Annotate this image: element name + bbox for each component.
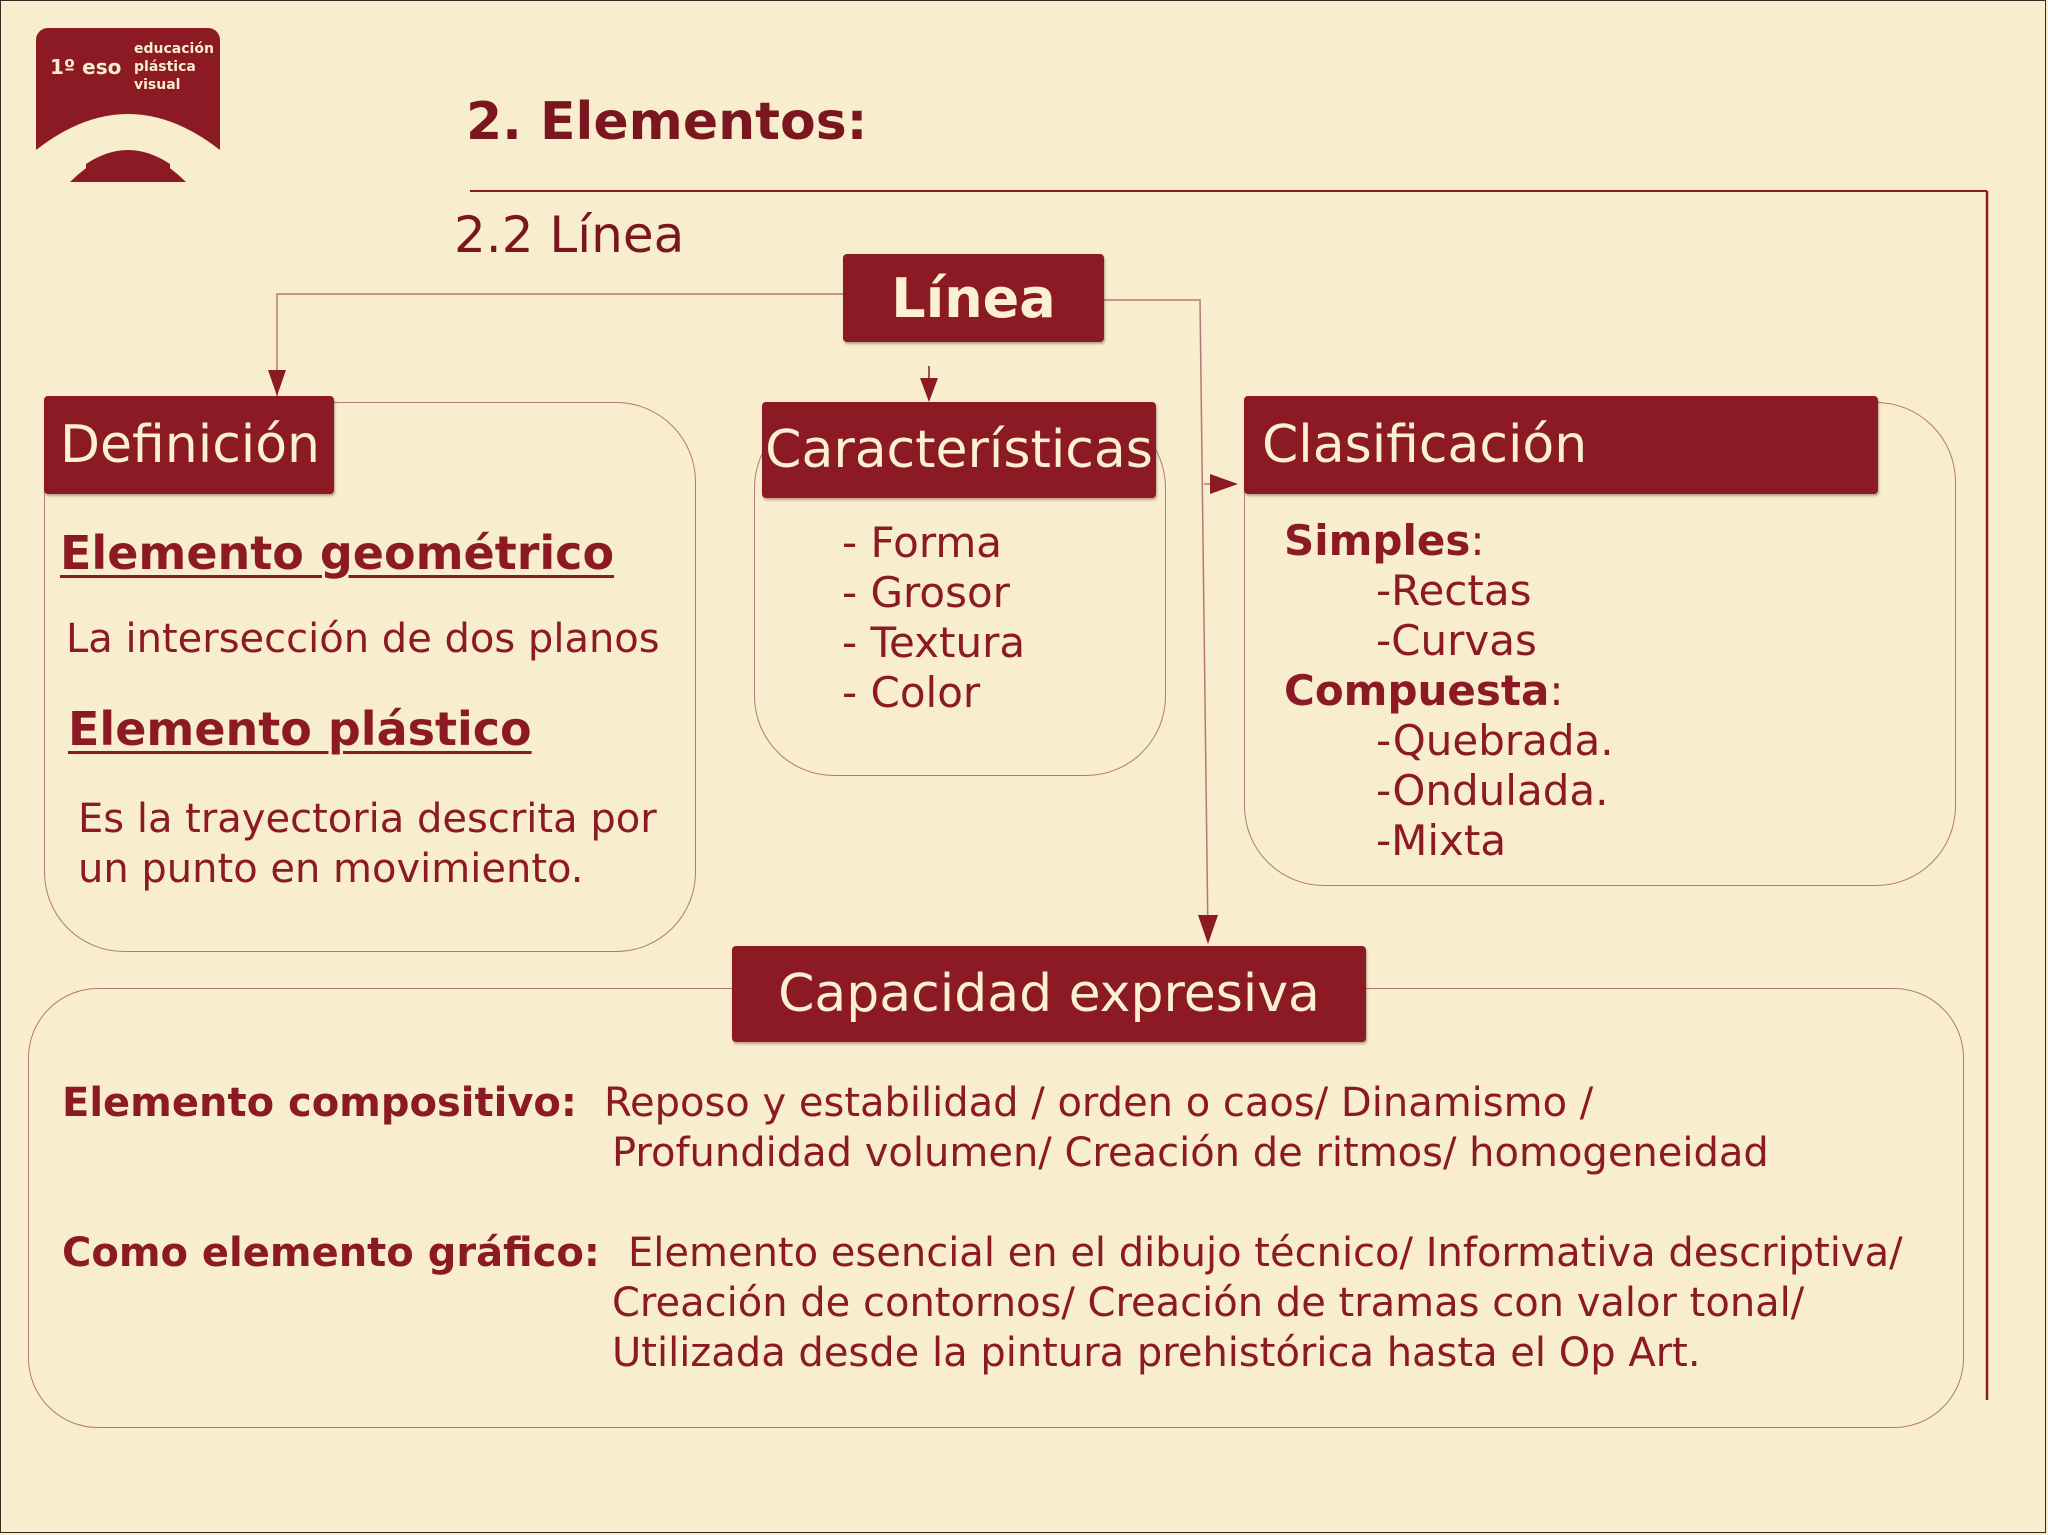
compositivo-label: Elemento compositivo: bbox=[62, 1080, 577, 1126]
compuesta-item: -Mixta bbox=[1376, 816, 1507, 865]
grafico-line: Creación de contornos/ Creación de tramas con valor tonal/ bbox=[612, 1280, 1805, 1326]
caracteristica-item: - Textura bbox=[842, 618, 1026, 667]
simples-item: -Curvas bbox=[1376, 616, 1537, 665]
compuesta-item: -Quebrada. bbox=[1376, 716, 1614, 765]
eso-logo bbox=[36, 28, 220, 182]
plastic-element-title: Elemento plástico bbox=[68, 702, 532, 756]
logo-line: educación bbox=[134, 41, 214, 57]
grafico-line: Utilizada desde la pintura prehistórica hasta el Op Art. bbox=[612, 1330, 1701, 1376]
plastic-element-text-line: Es la trayectoria descrita por bbox=[78, 796, 657, 842]
simples-label: Simples bbox=[1284, 516, 1471, 565]
caracteristicas-heading-box bbox=[762, 402, 1156, 498]
simples-row: Simples: bbox=[1284, 516, 1485, 565]
geometric-element-title: Elemento geométrico bbox=[60, 526, 615, 580]
clasificacion-heading-box bbox=[1244, 396, 1878, 494]
definicion-heading-box bbox=[44, 396, 334, 494]
logo-line: plástica bbox=[134, 59, 196, 75]
caracteristica-item: - Grosor bbox=[842, 568, 1010, 617]
caracteristica-item: - Forma bbox=[842, 518, 1003, 567]
capacidad-heading: Capacidad expresiva bbox=[778, 964, 1320, 1024]
caracteristica-item: - Color bbox=[842, 668, 981, 717]
root-node-linea bbox=[843, 254, 1104, 342]
plastic-element-text-line: un punto en movimiento. bbox=[78, 846, 584, 892]
compuesta-row: Compuesta: bbox=[1284, 666, 1564, 715]
grafico-line: Elemento esencial en el dibujo técnico/ Informativa descriptiva/ bbox=[628, 1230, 1903, 1276]
section-subtitle: 2.2 Línea bbox=[454, 206, 685, 264]
caracteristicas-heading: Características bbox=[765, 420, 1153, 480]
root-node-label: Línea bbox=[891, 266, 1056, 330]
page-title: 2. Elementos: bbox=[466, 92, 868, 152]
logo-line: visual bbox=[134, 77, 181, 93]
capacidad-heading-box bbox=[732, 946, 1366, 1042]
clasificacion-heading: Clasificación bbox=[1262, 415, 1588, 475]
compuesta-item: -Ondulada. bbox=[1376, 766, 1609, 815]
compositivo-line: Reposo y estabilidad / orden o caos/ Dinamismo / bbox=[604, 1080, 1594, 1126]
logo-arc-icon bbox=[36, 28, 220, 182]
compuesta-label: Compuesta bbox=[1284, 666, 1550, 715]
geometric-element-text: La intersección de dos planos bbox=[66, 616, 660, 662]
compositivo-line: Profundidad volumen/ Creación de ritmos/ homogeneidad bbox=[612, 1130, 1769, 1176]
grafico-label: Como elemento gráfico: bbox=[62, 1230, 600, 1276]
simples-item: -Rectas bbox=[1376, 566, 1532, 615]
logo-grade: 1º eso bbox=[50, 55, 122, 79]
definicion-heading: Definición bbox=[60, 415, 320, 475]
